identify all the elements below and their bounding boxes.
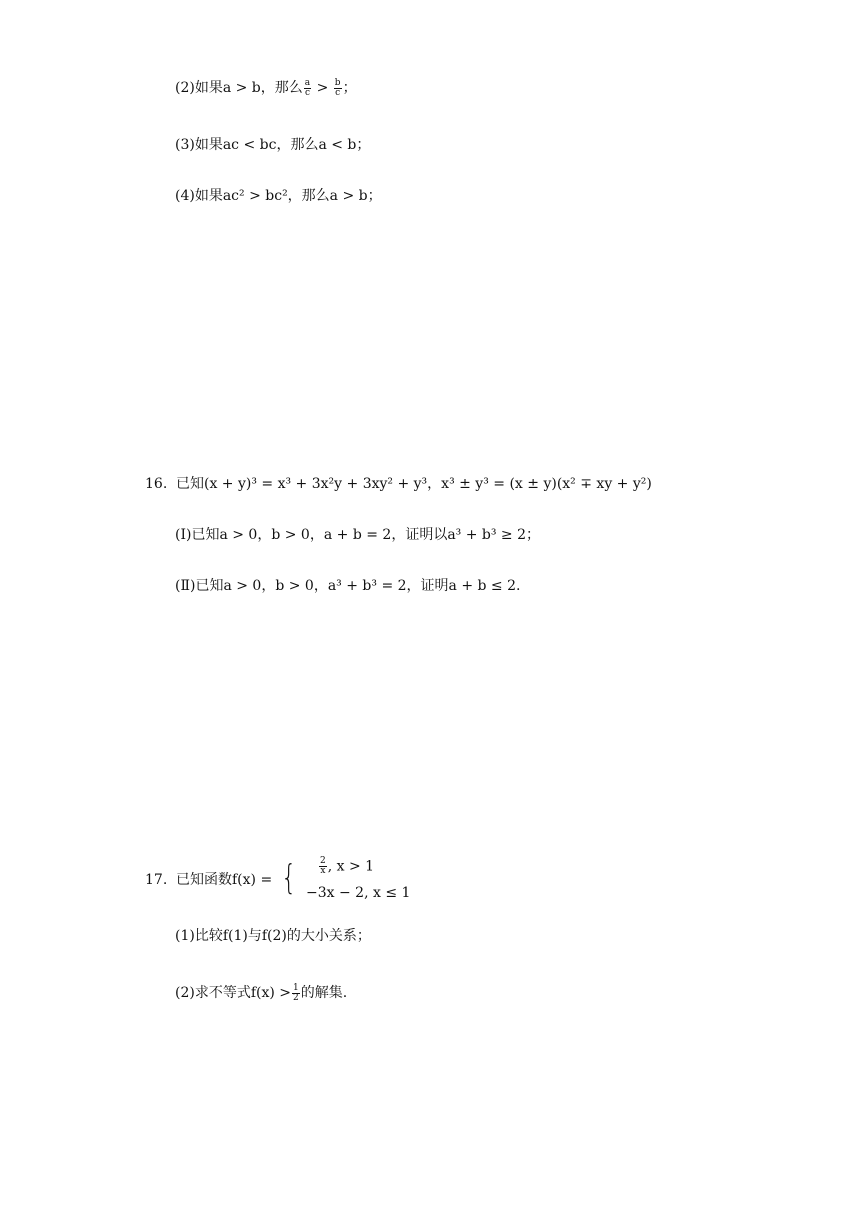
piecewise-case-1-condition: , x > 1: [327, 858, 375, 875]
q15-item-3: (3)如果ac < bc，那么a < b；: [175, 137, 371, 153]
piecewise-brace: {: [281, 858, 297, 898]
piecewise-case-2: −3x − 2, x ≤ 1: [306, 885, 411, 901]
piecewise-case-1: [318, 857, 374, 876]
q16-stem: 已知(x + y)³ = x³ + 3x²y + 3xy² + y³，x³ ± y³ = (x ± y)(x² ∓ xy + y²): [176, 476, 652, 492]
fraction-numerator: 1: [293, 982, 299, 993]
q17-part-2-suffix: 的解集.: [300, 985, 348, 1001]
fraction-2-over-x: [319, 857, 327, 876]
question-number: 16.: [145, 476, 168, 492]
fraction-b-over-c: [334, 79, 342, 98]
question-number: 17.: [145, 872, 168, 888]
q16-part-1: (Ⅰ)已知a > 0，b > 0，a + b = 2，证明以a³ + b³ ≥ 2；: [175, 527, 541, 543]
q17-stem-prefix: 已知函数f(x) =: [176, 872, 273, 888]
fraction-denominator: c: [304, 87, 310, 98]
q17-part-2: [175, 983, 347, 1003]
fraction-denominator: c: [335, 87, 341, 98]
q17-stem-line: [145, 870, 272, 890]
q15-item-4: (4)如果ac² > bc²，那么a > b；: [175, 188, 382, 204]
greater-than-sign: >: [312, 80, 333, 96]
q16-part-2: (Ⅱ)已知a > 0，b > 0，a³ + b³ = 2，证明a + b ≤ 2.: [175, 578, 521, 594]
fraction-denominator: 2: [293, 992, 299, 1003]
q15-item-2-prefix: (2)如果a > b，那么: [175, 80, 303, 96]
q16-stem-line: [145, 474, 652, 494]
fraction-numerator: b: [334, 77, 341, 88]
fraction-one-half: [292, 984, 300, 1003]
fraction-denominator: x: [320, 866, 326, 876]
q15-item-2: [175, 78, 357, 98]
fraction-numerator: a: [304, 77, 311, 88]
q17-part-1: (1)比较f(1)与f(2)的大小关系；: [175, 928, 371, 944]
q17-part-2-prefix: (2)求不等式f(x) >: [175, 985, 292, 1001]
fraction-a-over-c: [304, 79, 311, 98]
fraction-numerator: 2: [320, 856, 326, 866]
q15-item-2-suffix: ；: [342, 80, 357, 96]
